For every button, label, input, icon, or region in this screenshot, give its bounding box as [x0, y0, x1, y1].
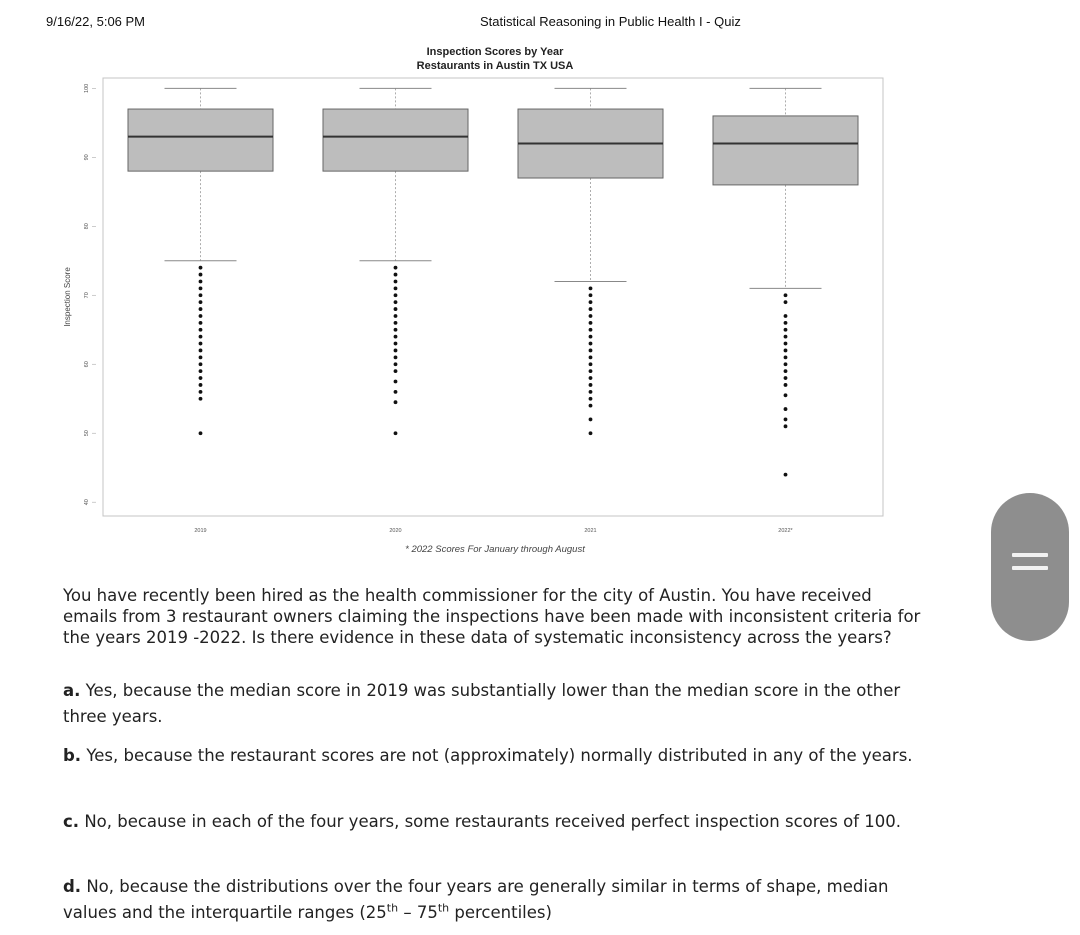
outlier-point	[589, 321, 593, 325]
print-datetime: 9/16/22, 5:06 PM	[46, 14, 146, 29]
outlier-point	[784, 314, 788, 318]
x-axis-ticks	[194, 528, 793, 534]
outlier-point	[589, 314, 593, 318]
outlier-point	[784, 342, 788, 346]
box-series	[128, 88, 858, 476]
option-letter: a.	[63, 681, 81, 700]
outlier-point	[394, 342, 398, 346]
outlier-point	[589, 404, 593, 408]
y-tick-label: 80	[84, 223, 90, 230]
option-text: Yes, because the restaurant scores are not (approximately) normally distributed in any of the years.	[86, 746, 913, 765]
option-text: No, because in each of the four years, some restaurants received perfect inspection scores of 100.	[84, 812, 902, 831]
outlier-point	[784, 393, 788, 397]
outlier-point	[589, 376, 593, 380]
outlier-point	[199, 335, 203, 339]
outlier-point	[394, 431, 398, 435]
outlier-point	[784, 376, 788, 380]
outlier-point	[589, 397, 593, 401]
outlier-point	[784, 293, 788, 297]
iqr-box	[128, 109, 273, 171]
outlier-point	[394, 286, 398, 290]
option-letter: d.	[63, 877, 82, 896]
box-2020	[323, 88, 468, 435]
box-2019	[128, 88, 273, 435]
outlier-point	[784, 473, 788, 477]
x-tick-label: 2021	[584, 528, 597, 534]
outlier-point	[784, 300, 788, 304]
drag-handle-icon	[1012, 553, 1048, 557]
boxplot-chart	[40, 40, 900, 570]
y-tick-label: 70	[84, 292, 90, 299]
outlier-point	[589, 418, 593, 422]
outlier-point	[394, 349, 398, 353]
outlier-point	[589, 383, 593, 387]
drag-handle-icon	[1012, 566, 1048, 570]
scroll-handle[interactable]	[991, 493, 1069, 641]
outlier-point	[589, 355, 593, 359]
y-axis-ticks	[84, 84, 96, 506]
outlier-point	[199, 369, 203, 373]
outlier-point	[589, 390, 593, 394]
chart-title: Inspection Scores by Year	[426, 46, 564, 58]
y-tick-label: 60	[84, 361, 90, 368]
outlier-point	[589, 286, 593, 290]
outlier-point	[394, 380, 398, 384]
outlier-point	[784, 328, 788, 332]
outlier-point	[199, 273, 203, 277]
outlier-point	[394, 273, 398, 277]
outlier-point	[394, 355, 398, 359]
outlier-point	[589, 369, 593, 373]
outlier-point	[784, 407, 788, 411]
y-tick-label: 40	[84, 499, 90, 506]
option-text: No, because the distributions over the four years are generally similar in terms of shape, median values and the interquartile ranges (25th – 75th percentiles)	[63, 877, 889, 922]
outlier-point	[199, 383, 203, 387]
outlier-point	[199, 355, 203, 359]
iqr-box	[713, 116, 858, 185]
outlier-point	[589, 293, 593, 297]
option-letter: c.	[63, 812, 80, 831]
outlier-point	[199, 349, 203, 353]
outlier-point	[784, 383, 788, 387]
chart-footnote: * 2022 Scores For January through August	[405, 544, 585, 555]
outlier-point	[784, 349, 788, 353]
outlier-point	[199, 286, 203, 290]
outlier-point	[784, 369, 788, 373]
outlier-point	[394, 280, 398, 284]
outlier-point	[199, 280, 203, 284]
outlier-point	[394, 369, 398, 373]
box-2022	[713, 88, 858, 476]
x-tick-label: 2020	[389, 528, 402, 534]
question-text: You have recently been hired as the health commissioner for the city of Austin. You have received emails from 3 restaurant owners claiming the inspections have been made with inconsistent criteria for the years 2019 -2022. Is there evidence in these data of systematic inconsistency across the years?	[63, 586, 921, 647]
outlier-point	[394, 293, 398, 297]
outlier-point	[394, 335, 398, 339]
outlier-point	[199, 362, 203, 366]
chart-subtitle: Restaurants in Austin TX USA	[416, 60, 574, 72]
option-b[interactable]	[63, 743, 943, 769]
outlier-point	[199, 300, 203, 304]
option-text: Yes, because the median score in 2019 was substantially lower than the median score in the other three years.	[63, 681, 901, 726]
outlier-point	[784, 418, 788, 422]
outlier-point	[199, 314, 203, 318]
outlier-point	[394, 362, 398, 366]
outlier-point	[394, 300, 398, 304]
outlier-point	[784, 355, 788, 359]
outlier-point	[199, 328, 203, 332]
outlier-point	[589, 362, 593, 366]
outlier-point	[589, 307, 593, 311]
outlier-point	[199, 293, 203, 297]
option-letter: b.	[63, 746, 82, 765]
y-tick-label: 50	[84, 430, 90, 437]
option-a[interactable]	[63, 678, 943, 730]
outlier-point	[589, 342, 593, 346]
y-tick-label: 100	[84, 83, 90, 93]
outlier-point	[784, 321, 788, 325]
outlier-point	[589, 431, 593, 435]
x-tick-label: 2022*	[778, 528, 793, 534]
outlier-point	[589, 349, 593, 353]
outlier-point	[199, 307, 203, 311]
box-2021	[518, 88, 663, 435]
outlier-point	[784, 424, 788, 428]
option-d[interactable]	[63, 874, 943, 926]
outlier-point	[394, 266, 398, 270]
outlier-point	[589, 335, 593, 339]
outlier-point	[589, 328, 593, 332]
outlier-point	[199, 397, 203, 401]
outlier-point	[394, 328, 398, 332]
outlier-point	[394, 390, 398, 394]
outlier-point	[199, 266, 203, 270]
outlier-point	[394, 321, 398, 325]
outlier-point	[394, 314, 398, 318]
outlier-point	[199, 390, 203, 394]
outlier-point	[199, 342, 203, 346]
outlier-point	[199, 321, 203, 325]
page-title: Statistical Reasoning in Public Health I - Quiz	[480, 14, 741, 29]
outlier-point	[199, 376, 203, 380]
y-tick-label: 90	[84, 154, 90, 161]
iqr-box	[323, 109, 468, 171]
y-axis-label: Inspection Score	[63, 267, 72, 327]
outlier-point	[394, 307, 398, 311]
outlier-point	[199, 431, 203, 435]
outlier-point	[589, 300, 593, 304]
x-tick-label: 2019	[194, 528, 207, 534]
option-c[interactable]	[63, 809, 943, 835]
outlier-point	[784, 362, 788, 366]
outlier-point	[784, 335, 788, 339]
outlier-point	[394, 400, 398, 404]
